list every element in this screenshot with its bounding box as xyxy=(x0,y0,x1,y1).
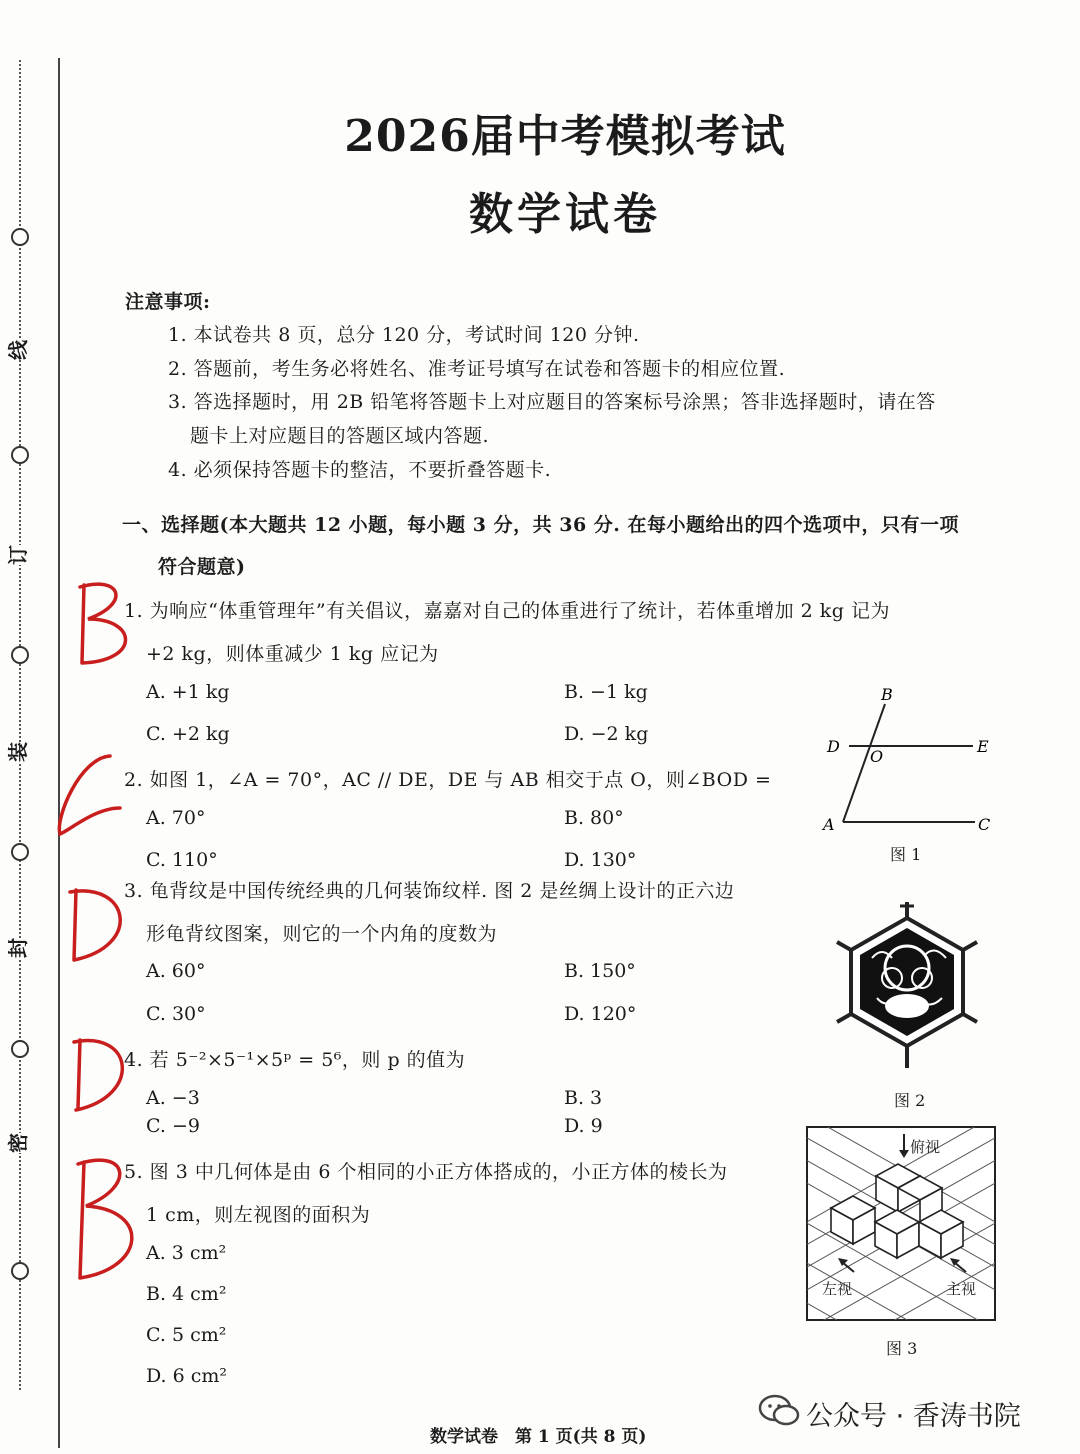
option-a: A. 70° xyxy=(146,807,206,829)
margin-word-xian: 线 xyxy=(6,340,30,360)
option-d: D. 120° xyxy=(564,1003,637,1025)
page-footer: 数学试卷 第 1 页(共 8 页) xyxy=(430,1427,647,1447)
margin-word-mi: 密 xyxy=(6,1133,30,1153)
fig3-label-top-view: 俯视 xyxy=(910,1138,941,1156)
option-b: B. 3 xyxy=(564,1087,603,1109)
note-item: 题卡上对应题目的答题区域内答题. xyxy=(190,425,490,447)
figure-1-caption: 图 1 xyxy=(890,845,922,864)
question-3-line-1: 3. 龟背纹是中国传统经典的几何装饰纹样. 图 2 是丝绸上设计的正六边 xyxy=(124,880,735,902)
fig3-label-left-view: 左视 xyxy=(822,1280,853,1298)
option-b: B. 80° xyxy=(564,807,624,829)
question-3-line-2: 形龟背纹图案，则它的一个内角的度数为 xyxy=(146,923,498,945)
fig1-label: B xyxy=(881,685,893,704)
section-heading-cont: 符合题意) xyxy=(158,556,246,578)
figure-1-diagram xyxy=(815,684,1005,834)
question-1-line-2: +2 kg，则体重减少 1 kg 应记为 xyxy=(146,643,439,665)
option-c: C. −9 xyxy=(146,1115,200,1137)
question-2-line-1: 2. 如图 1，∠A = 70°，AC // DE，DE 与 AB 相交于点 O，则∠BOD = xyxy=(124,769,772,791)
notes-heading: 注意事项: xyxy=(125,291,211,313)
option-a: A. 3 cm² xyxy=(146,1242,227,1264)
paper-title: 数学试卷 xyxy=(469,189,661,240)
question-4-line-1: 4. 若 5⁻²×5⁻¹×5ᵖ = 5⁶，则 p 的值为 xyxy=(124,1049,466,1071)
note-item: 3. 答选择题时，用 2B 铅笔将答题卡上对应题目的答案标号涂黑；答非选择题时，请在答 xyxy=(168,391,936,413)
option-a: A. 60° xyxy=(146,960,206,982)
figure-3-cubes xyxy=(806,1126,996,1321)
fig1-label: C xyxy=(978,815,991,834)
option-b: B. 150° xyxy=(564,960,636,982)
figure-2-hexagon-pattern xyxy=(832,898,982,1076)
question-5-line-2: 1 cm，则左视图的面积为 xyxy=(146,1204,371,1226)
fig1-label: E xyxy=(977,737,989,756)
handwritten-answer-5 xyxy=(62,1150,142,1290)
binding-margin-dotted-line xyxy=(19,60,21,1390)
handwritten-answer-2 xyxy=(50,748,130,848)
question-5-line-1: 5. 图 3 中几何体是由 6 个相同的小正方体搭成的，小正方体的棱长为 xyxy=(124,1161,728,1183)
option-b: B. 4 cm² xyxy=(146,1283,227,1305)
option-c: C. 110° xyxy=(146,849,218,871)
fig1-label: A xyxy=(823,815,835,834)
binding-hole xyxy=(11,646,29,664)
option-d: D. −2 kg xyxy=(564,723,649,745)
figure-2-caption: 图 2 xyxy=(894,1091,926,1110)
watermark-text: 公众号 · 香涛书院 xyxy=(806,1401,1021,1432)
option-a: A. −3 xyxy=(146,1087,200,1109)
handwritten-answer-3 xyxy=(60,876,140,976)
note-item: 1. 本试卷共 8 页，总分 120 分，考试时间 120 分钟. xyxy=(168,324,640,346)
binding-hole xyxy=(11,446,29,464)
binding-hole xyxy=(11,1040,29,1058)
binding-hole xyxy=(11,1262,29,1280)
fig1-label: O xyxy=(870,747,884,766)
handwritten-answer-4 xyxy=(60,1020,140,1120)
fig1-label: D xyxy=(827,737,840,756)
option-c: C. +2 kg xyxy=(146,723,230,745)
option-c: C. 5 cm² xyxy=(146,1324,227,1346)
option-d: D. 6 cm² xyxy=(146,1365,228,1387)
figure-3-caption: 图 3 xyxy=(886,1339,918,1358)
question-1-line-1: 1. 为响应“体重管理年”有关倡议，嘉嘉对自己的体重进行了统计，若体重增加 2 kg 记为 xyxy=(124,600,890,622)
option-d: D. 9 xyxy=(564,1115,603,1137)
margin-word-ding: 订 xyxy=(6,545,30,565)
wechat-icon xyxy=(758,1392,802,1428)
option-d: D. 130° xyxy=(564,849,637,871)
fig3-label-front-view: 主视 xyxy=(946,1280,977,1298)
margin-word-zhuang: 装 xyxy=(6,742,30,762)
note-item: 4. 必须保持答题卡的整洁，不要折叠答题卡. xyxy=(168,459,552,481)
option-b: B. −1 kg xyxy=(564,681,648,703)
section-heading: 一、选择题(本大题共 12 小题，每小题 3 分，共 36 分. 在每小题给出的四个选项中，只有一项 xyxy=(122,514,960,536)
note-item: 2. 答题前，考生务必将姓名、准考证号填写在试卷和答题卡的相应位置. xyxy=(168,358,786,380)
handwritten-answer-1 xyxy=(60,575,140,675)
option-c: C. 30° xyxy=(146,1003,206,1025)
option-a: A. +1 kg xyxy=(146,681,230,703)
margin-word-feng: 封 xyxy=(6,938,30,958)
binding-hole xyxy=(11,843,29,861)
exam-title: 2026届中考模拟考试 xyxy=(344,111,786,162)
